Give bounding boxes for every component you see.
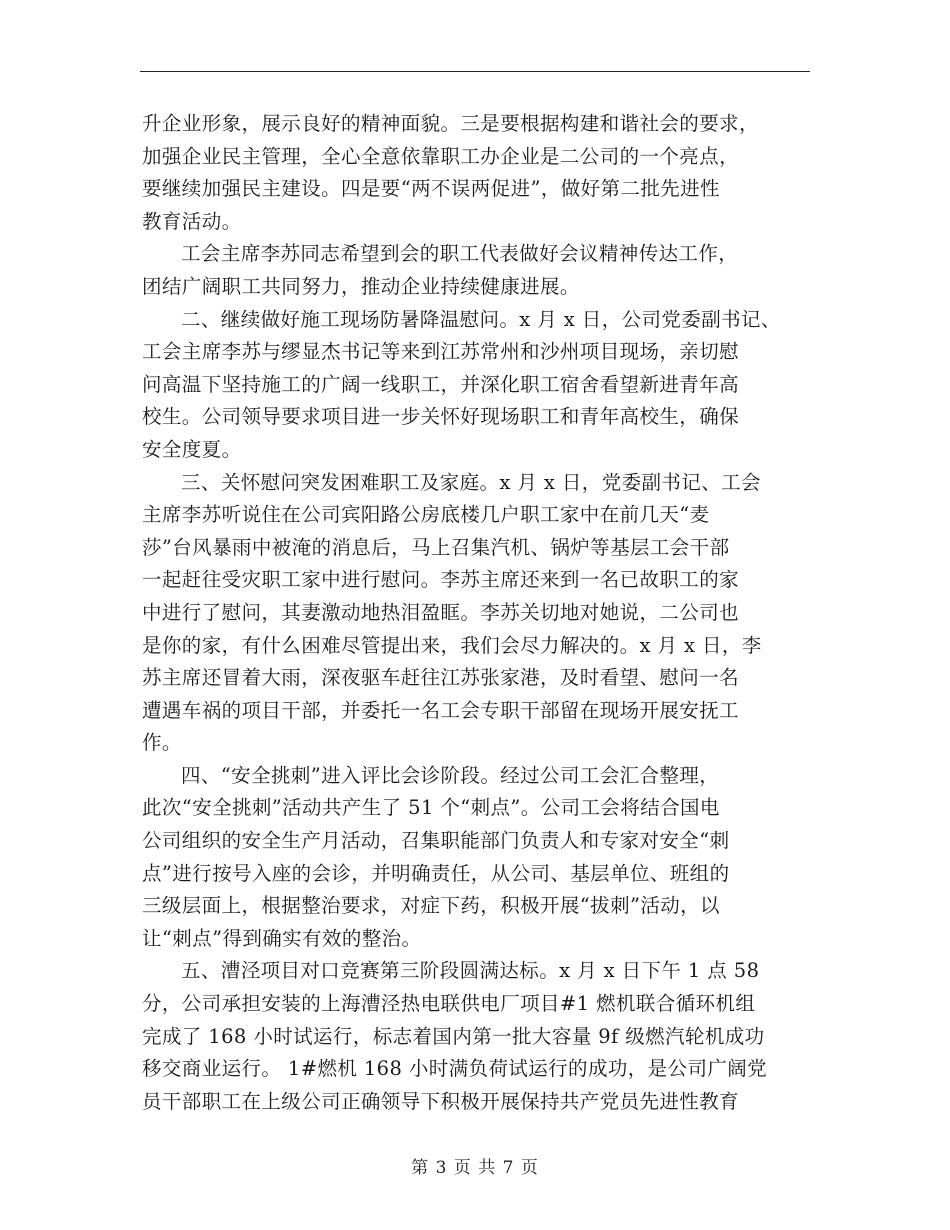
document-body xyxy=(142,108,812,1118)
text-line: 问高温下坚持施工的广阔一线职工，并深化职工宿舍看望新进青年高 xyxy=(142,372,740,396)
text-line: 中进行了慰问，其妻激动地热泪盈眶。李苏关切地对她说，二公司也 xyxy=(142,600,740,624)
text-line: 二、继续做好施工现场防暑降温慰问。x 月 x 日，公司党委副书记、 xyxy=(181,307,781,331)
text-line: 校生。公司领导要求项目进一步关怀好现场职工和青年高校生，确保 xyxy=(142,405,740,429)
text-line: 点”进行按号入座的会诊，并明确责任，从公司、基层单位、班组的 xyxy=(142,861,730,885)
paragraph xyxy=(142,760,812,956)
text-line: 莎”台风暴雨中被淹的消息后，马上召集汽机、锅炉等基层工会干部 xyxy=(142,535,730,559)
text-line: 主席李苏听说住在公司宾阳路公房底楼几户职工家中在前几天“麦 xyxy=(142,503,710,527)
text-line: 升企业形象，展示良好的精神面貌。三是要根据构建和谐社会的要求， xyxy=(142,112,759,135)
text-line: 此次“安全挑刺”活动共产生了 51 个“刺点”。公司工会将结合国电 xyxy=(142,796,720,820)
text-line: 三、关怀慰问突发困难职工及家庭。x 月 x 日，党委副书记、工会 xyxy=(181,470,761,494)
text-line: 四、“安全挑刺”进入评比会诊阶段。经过公司工会汇合整理， xyxy=(181,763,720,787)
text-line: 团结广阔职工共同努力，推动企业持续健康进展。 xyxy=(142,274,580,298)
text-line: 工会主席李苏同志希望到会的职工代表做好会议精神传达工作， xyxy=(181,242,739,266)
text-line: 员干部职工在上级公司正确领导下积极开展保持共产党员先进性教育 xyxy=(142,1089,740,1113)
page-number: 第 3 页 共 7 页 xyxy=(411,1158,539,1178)
paragraph xyxy=(142,467,812,760)
text-line: 苏主席还冒着大雨，深夜驱车赶往江苏张家港，及时看望、慰问一名 xyxy=(142,666,740,690)
text-line: 三级层面上，根据整治要求，对症下药，积极开展“拔刺”活动，以 xyxy=(142,894,720,918)
paragraph xyxy=(142,304,812,467)
text-line: 是你的家，有什么困难尽管提出来，我们会尽力解决的。x 月 x 日，李 xyxy=(142,633,762,657)
paragraph xyxy=(142,108,812,238)
text-line: 遭遇车祸的项目干部，并委托一名工会专职干部留在现场开展安抚工 xyxy=(142,698,740,722)
text-line: 公司组织的安全生产月活动，召集职能部门负责人和专家对安全“刺 xyxy=(142,829,730,853)
text-line: 五、漕泾项目对口竞赛第三阶段圆满达标。x 月 x 日下午 1 点 58 xyxy=(181,959,760,983)
text-line: 让“刺点”得到确实有效的整治。 xyxy=(142,926,422,950)
text-line: 作。 xyxy=(142,731,182,755)
text-line: 工会主席李苏与缪显杰书记等来到江苏常州和沙州项目现场，亲切慰 xyxy=(142,340,740,364)
text-line: 分，公司承担安装的上海漕泾热电联供电厂项目#1 燃机联合循环机组 xyxy=(142,992,756,1016)
text-line: 加强企业民主管理，全心全意依靠职工办企业是二公司的一个亮点， xyxy=(142,144,740,168)
text-line: 移交商业运行。 1#燃机 168 小时满负荷试运行的成功，是公司广阔党 xyxy=(142,1057,768,1081)
paragraph xyxy=(142,955,812,1118)
text-line: 安全度夏。 xyxy=(142,437,242,461)
text-line: 要继续加强民主建设。四是要“两不误两促进”，做好第二批先进性 xyxy=(142,177,720,201)
paragraph xyxy=(142,238,812,303)
header-rule xyxy=(140,71,810,72)
text-line: 教育活动。 xyxy=(142,209,242,233)
text-line: 一起赶往受灾职工家中进行慰问。李苏主席还来到一名已故职工的家 xyxy=(142,568,740,592)
text-line: 完成了 168 小时试运行，标志着国内第一批大容量 9f 级燃汽轮机成功 xyxy=(142,1024,765,1048)
